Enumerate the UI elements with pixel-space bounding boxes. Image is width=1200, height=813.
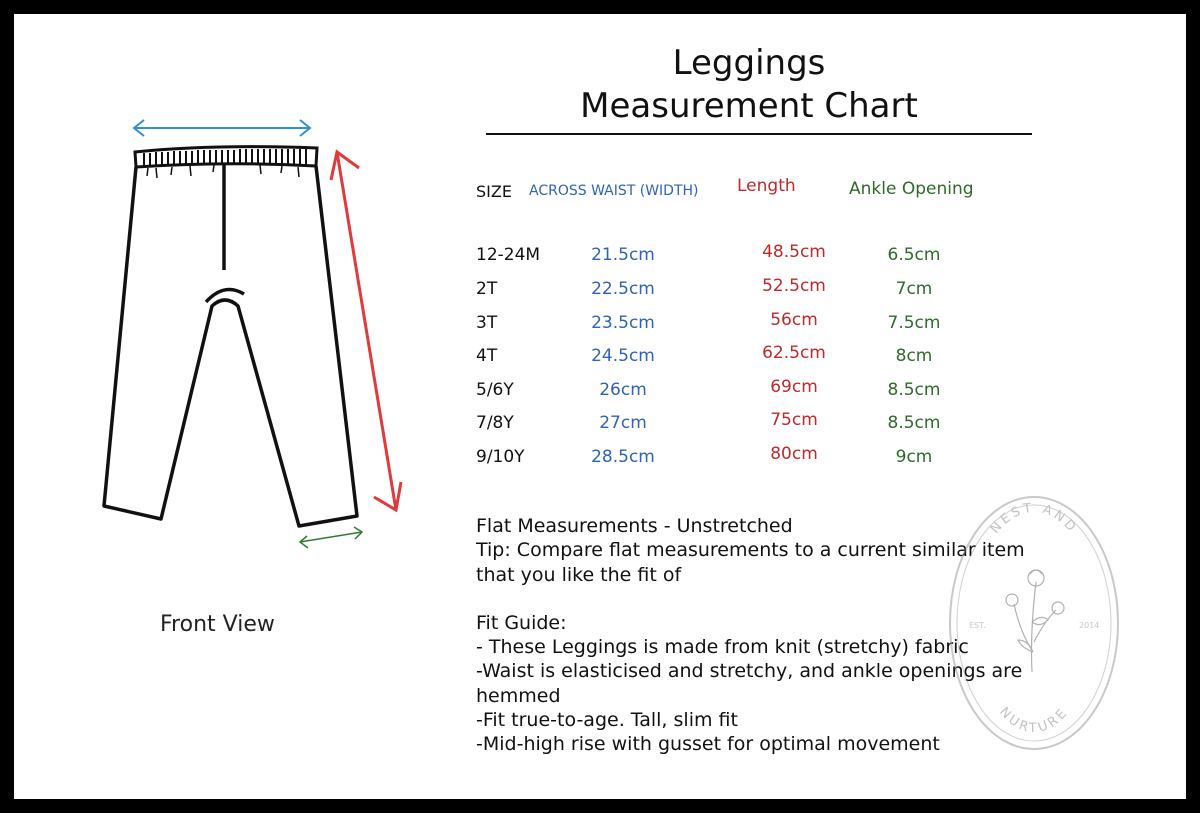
ankle-cell: 7.5cm [887,313,941,333]
ankle-cell: 9cm [895,447,933,467]
size-cell: 12-24M [476,245,541,265]
brand-logo-stamp [944,492,1124,754]
tip-line-2: that you like the fit of [476,563,682,586]
length-cell: 62.5cm [762,343,826,363]
waist-cell: 21.5cm [591,245,655,265]
ankle-opening-arrow [300,527,362,548]
header-ankle: Ankle Opening [849,179,974,199]
title-underline [486,133,1032,135]
waist-cell: 26cm [599,380,647,400]
logo-year: 2014 [1079,621,1100,630]
ankle-cell: 8.5cm [887,380,941,400]
table-row [14,276,1114,309]
size-cell: 9/10Y [476,447,525,467]
size-cell: 2T [476,279,498,299]
waist-width-arrow [134,120,310,136]
logo-top-text: NEST AND [987,500,1081,537]
ankle-cell: 6.5cm [887,245,941,265]
front-view-caption: Front View [160,612,275,637]
length-cell: 52.5cm [762,276,826,296]
svg-text:NURTURE [996,705,1072,736]
fit-guide-item: -Fit true-to-age. Tall, slim fit [476,709,738,732]
table-row [14,343,1114,376]
fit-guide-item: -Waist is elasticised and stretchy, and ankle openings are [476,660,1023,683]
fit-guide-item: hemmed [476,684,561,707]
size-cell: 5/6Y [476,380,514,400]
table-row [14,410,1114,443]
logo-est: EST. [969,621,986,630]
length-cell: 48.5cm [762,242,826,262]
page-title-line2: Measurement Chart [580,86,918,126]
length-cell: 80cm [770,444,818,464]
length-cell: 69cm [770,377,818,397]
waist-cell: 22.5cm [591,279,655,299]
ankle-cell: 8cm [895,346,933,366]
ankle-cell: 7cm [895,279,933,299]
length-cell: 75cm [770,410,818,430]
size-cell: 4T [476,346,498,366]
page-title-line1: Leggings [672,43,826,83]
table-row [14,444,1114,477]
waistband [135,147,317,178]
table-row [14,310,1114,343]
tip-line-1: Tip: Compare flat measurements to a current similar item [476,539,1025,562]
header-waist: ACROSS WAIST (WIDTH) [529,183,699,199]
fit-guide-item: - These Leggings is made from knit (stretchy) fabric [476,636,969,659]
fit-guide-item: -Mid-high rise with gusset for optimal movement [476,733,940,756]
waist-cell: 27cm [599,413,647,433]
waist-cell: 28.5cm [591,447,655,467]
length-cell: 56cm [770,310,818,330]
flat-measurements-note: Flat Measurements - Unstretched [476,515,793,537]
logo-bottom-text: NURTURE [996,704,1072,737]
flower-icon [1006,570,1064,672]
table-row [14,242,1114,275]
size-cell: 7/8Y [476,413,514,433]
measurement-chart-page [14,14,1186,799]
fit-guide-heading: Fit Guide: [476,611,567,634]
header-size: SIZE [476,182,512,201]
size-cell: 3T [476,313,498,333]
header-length: Length [737,176,796,196]
waist-cell: 23.5cm [591,313,655,333]
waist-cell: 24.5cm [591,346,655,366]
ankle-cell: 8.5cm [887,413,941,433]
table-row [14,377,1114,410]
